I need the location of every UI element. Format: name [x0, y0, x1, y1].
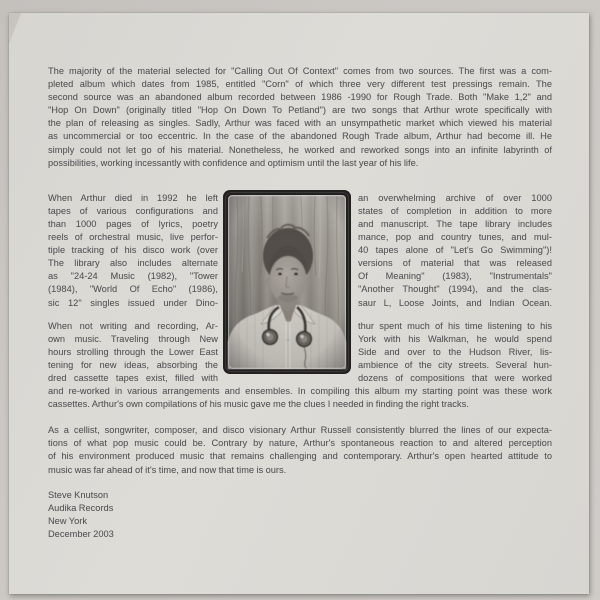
text-line: as "24-24 Music (1982), "Tower [48, 271, 218, 282]
text-line: December 2003 [48, 528, 114, 539]
text-line: thur spent much of his time listening to his [358, 320, 552, 331]
text-line: Of Meaning" (1983), "Instrumentals" [358, 271, 552, 282]
signature-block [48, 489, 552, 541]
text-line: dred cassette tapes exist, filled with [48, 372, 218, 383]
text-line: Side and over to the Hudson River, lis- [358, 346, 552, 357]
text-line: The majority of the material selected for "Calling Out Of Context" comes from two sources. The first was a com- [48, 66, 552, 76]
text-line: and re-worked in various arrangements and ensembles. In compiling this album my starting point was these work [48, 386, 552, 397]
paper-corner-edge [9, 13, 21, 44]
intro-paragraph [48, 65, 552, 170]
text-line: dozens of compositions that were worked [358, 372, 552, 383]
text-line: Steve Knutson [48, 489, 109, 500]
text-line: tiple tracking of his disco work (over [48, 245, 218, 256]
text-line: hours strolling through the Lower East [48, 346, 218, 357]
portrait-illustration [223, 190, 351, 374]
text-line: states of completion in addition to more [358, 205, 552, 216]
text-line: "Another Thought" (1994), and the clas- [358, 284, 552, 295]
right-column-paragraph-2 [358, 320, 552, 385]
text-line: mance, pop and country tunes, and mul- [358, 232, 552, 243]
left-text-column [48, 192, 218, 385]
text-line: 40 tapes alone of "Let's Go Swimming")! [358, 245, 552, 256]
text-line: As a cellist, songwriter, composer, and disco visionary Arthur Russell consistently blurred the lines of our expecta- [48, 425, 552, 436]
text-line: New York [48, 515, 88, 526]
text-line: tening for new ideas, absorbing the [48, 359, 218, 370]
text-line: the plan of releasing as singles. Sadly, Arthur was faced with an unsympathetic market which viewed his material [48, 118, 552, 129]
text-line: "Hop On Down" (originally titled "Hop On Down To Petland") are two songs that Arthur wrote specifically with [48, 105, 552, 116]
text-line: cassettes. Arthur's own compilations of his music gave me the clues I needed in finding the right tracks. [48, 399, 469, 410]
text-line: pleted album which dates from 1985, entitled "Corn" of which three very different test pressings remain. The [48, 79, 552, 90]
text-line: possibilities, working incessantly with confidence and optimism until the last year of his life. [48, 157, 419, 168]
text-line: than 1000 pages of lyrics, poetry [48, 218, 218, 229]
text-line: Audika Records [48, 502, 114, 513]
text-line: sic 12" singles issued under Dino- [48, 297, 218, 308]
text-line: second source was an abandoned album recorded between 1986 -1990 for Rough Trade. Both "Make 1,2" and [48, 92, 552, 103]
left-column-paragraph-2 [48, 320, 218, 385]
text-line: an overwhelming archive of over 1000 [358, 192, 552, 203]
photobooth-portrait [223, 190, 351, 374]
text-line: saur L, Loose Joints, and Indian Ocean. [358, 297, 552, 308]
text-line: own music. Traveling through New [48, 333, 218, 344]
text-line: music was far ahead of it's time, and now that time is ours. [48, 464, 287, 475]
text-line: When not writing and recording, Ar- [48, 320, 218, 331]
text-line: The library also includes alternate [48, 258, 218, 269]
text-line: of his environment produced music that remains challenging and contemporary. Arthur's open hearted attitude to [48, 451, 552, 462]
continuation-paragraph [48, 385, 552, 411]
liner-notes-text [48, 65, 552, 541]
text-line: tapes of various configurations and [48, 205, 218, 216]
text-line: and manuscript. The tape library includes [358, 218, 552, 229]
text-line: as uncommercial or too eccentric. In the case of the abandoned Rough Trade album, Arthur had become ill. He [48, 131, 552, 142]
right-column-paragraph-1 [358, 192, 552, 310]
text-line: When Arthur died in 1992 he left [48, 192, 218, 203]
text-line: simply could not let go of his material. Nonetheless, he worked and reworked songs into an infinite labyrinth of [48, 144, 552, 155]
text-line: York with his Walkman, he would spend [358, 333, 552, 344]
text-line: ambience of the city streets. Several hun- [358, 359, 552, 370]
right-text-column [358, 192, 552, 385]
closing-paragraph [48, 424, 552, 476]
text-line: (1984), "World Of Echo" (1986), [48, 284, 218, 295]
text-line: versions of material that was released [358, 258, 552, 269]
text-line: tions of what pop music could be. Contrary by nature, Arthur's spontaneous reaction to and altered perception [48, 438, 552, 449]
liner-notes-page [9, 13, 589, 594]
photo-text-section [48, 192, 552, 385]
text-line: reels of orchestral music, live perfor- [48, 232, 218, 243]
left-column-paragraph-1 [48, 192, 218, 310]
